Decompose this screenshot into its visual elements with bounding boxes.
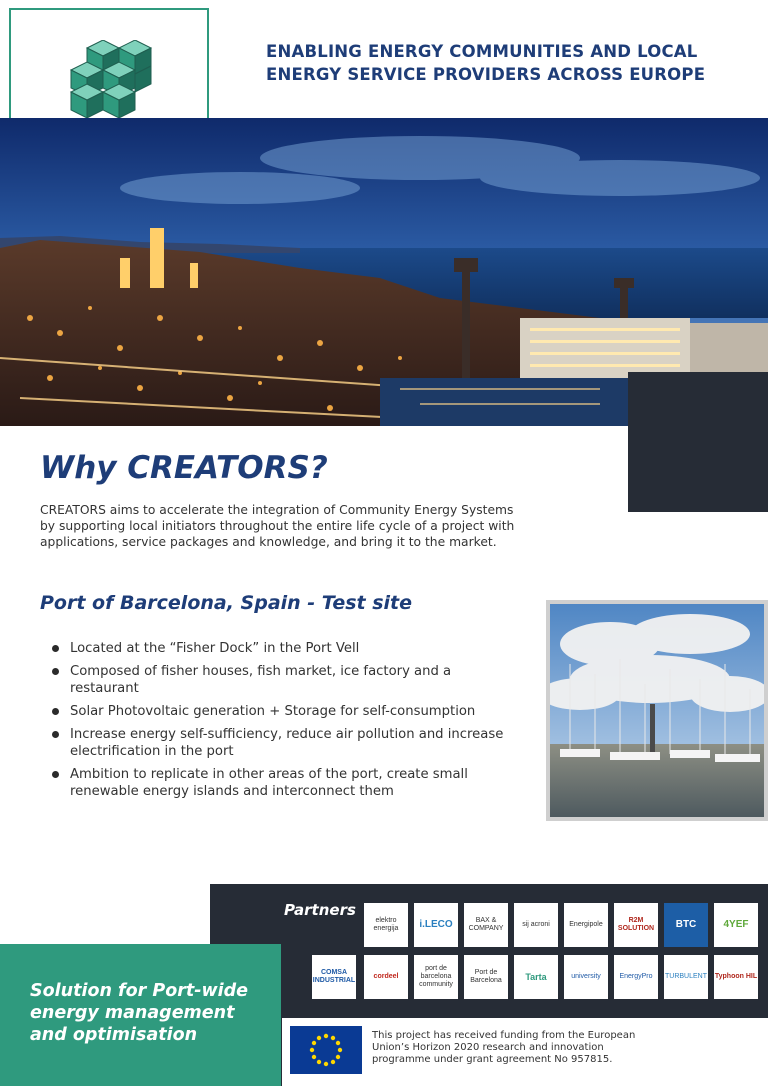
partner-logo: R2M SOLUTION <box>614 903 658 947</box>
why-title: Why CREATORS? <box>40 450 328 486</box>
test-site-bullet-list <box>52 640 522 806</box>
partner-logo: TURBULENT <box>664 955 708 999</box>
marina-photo <box>546 600 768 821</box>
partner-logo: Port de Barcelona <box>464 955 508 999</box>
partner-logo: cordeel <box>364 955 408 999</box>
partner-logo: port de barcelona community <box>414 955 458 999</box>
partner-logo: BTC <box>664 903 708 947</box>
funding-text: This project has received funding from the European Union’s Horizon 2020 research and innovation programme under grant agreement No 957815. <box>372 1030 636 1065</box>
list-item: Located at the “Fisher Dock” in the Port Vell <box>52 640 522 657</box>
list-item: Increase energy self-sufficiency, reduce air pollution and increase electrification in the port <box>52 726 522 760</box>
partner-logo: 4YEF <box>714 903 758 947</box>
list-item: Ambition to replicate in other areas of the port, create small renewable energy islands and interconnect them <box>52 766 522 800</box>
headline-line-2: ENERGY SERVICE PROVIDERS ACROSS EUROPE <box>266 65 706 84</box>
list-item: Composed of fisher houses, fish market, ice factory and a restaurant <box>52 663 522 697</box>
eu-flag-icon <box>290 1026 362 1074</box>
partner-logo: Typhoon HIL <box>714 955 758 999</box>
partner-logo: Tarta <box>514 955 558 999</box>
dark-accent-block <box>628 372 768 512</box>
headline-line-1: ENABLING ENERGY COMMUNITIES AND LOCAL <box>266 42 698 61</box>
solution-tagline <box>30 980 270 1046</box>
partner-logo: sij acroni <box>514 903 558 947</box>
partner-logo: elektro energija <box>364 903 408 947</box>
test-site-title: Port of Barcelona, Spain - Test site <box>40 592 413 614</box>
partner-logo: university <box>564 955 608 999</box>
solution-line-3: and optimisation <box>30 1025 198 1045</box>
page-headline <box>266 40 736 86</box>
list-item: Solar Photovoltaic generation + Storage for self-consumption <box>52 703 522 720</box>
partner-logo: COMSA INDUSTRIAL <box>312 955 356 999</box>
solution-line-1: Solution for Port-wide <box>30 981 249 1001</box>
solution-line-2: energy management <box>30 1003 235 1023</box>
why-description: CREATORS aims to accelerate the integration of Community Energy Systems by supporting local initiators throughout the entire life cycle of a project with applications, service packages and knowledge, and bring it to the market. <box>40 503 515 549</box>
partner-logo: BAX & COMPANY <box>464 903 508 947</box>
partners-title: Partners <box>284 901 356 919</box>
partner-logo: EnergyPro <box>614 955 658 999</box>
partner-logo: Energipole <box>564 903 608 947</box>
partner-logo: i.LECO <box>414 903 458 947</box>
